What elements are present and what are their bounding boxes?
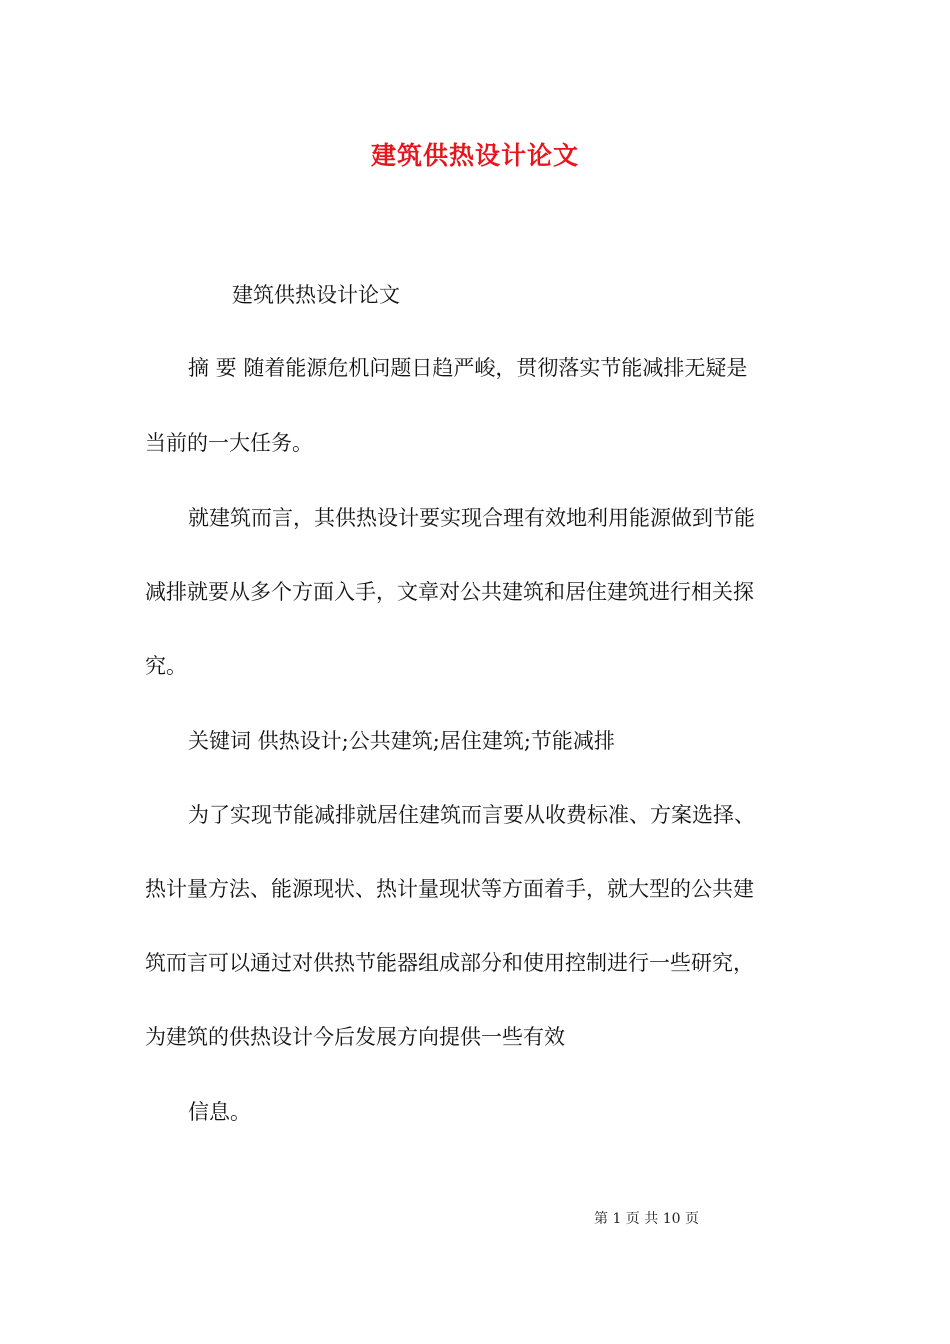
body-line-abstract-1: 摘 要 随着能源危机问题日趋严峻，贯彻落实节能减排无疑是 xyxy=(188,356,748,380)
body-line-para2-2: 热计量方法、能源现状、热计量现状等方面着手，就大型的公共建 xyxy=(145,877,754,901)
body-line-para2-1: 为了实现节能减排就居住建筑而言要从收费标准、方案选择、 xyxy=(188,803,755,827)
body-line-para2-4: 为建筑的供热设计今后发展方向提供一些有效 xyxy=(145,1025,565,1049)
body-line-para1-2: 减排就要从多个方面入手，文章对公共建筑和居住建筑进行相关探 xyxy=(145,580,754,604)
body-line-para3: 信息。 xyxy=(188,1100,251,1124)
body-line-para1-1: 就建筑而言，其供热设计要实现合理有效地利用能源做到节能 xyxy=(188,506,755,530)
body-line-abstract-2: 当前的一大任务。 xyxy=(145,431,313,455)
body-line-keywords: 关键词 供热设计;公共建筑;居住建筑;节能减排 xyxy=(188,729,615,753)
body-line-para1-3: 究。 xyxy=(145,654,187,678)
body-line-subtitle: 建筑供热设计论文 xyxy=(232,283,400,307)
body-line-para2-3: 筑而言可以通过对供热节能器组成部分和使用控制进行一些研究， xyxy=(145,951,754,975)
page-footer: 第 1 页 共 10 页 xyxy=(594,1211,699,1227)
document-title: 建筑供热设计论文 xyxy=(370,141,579,170)
